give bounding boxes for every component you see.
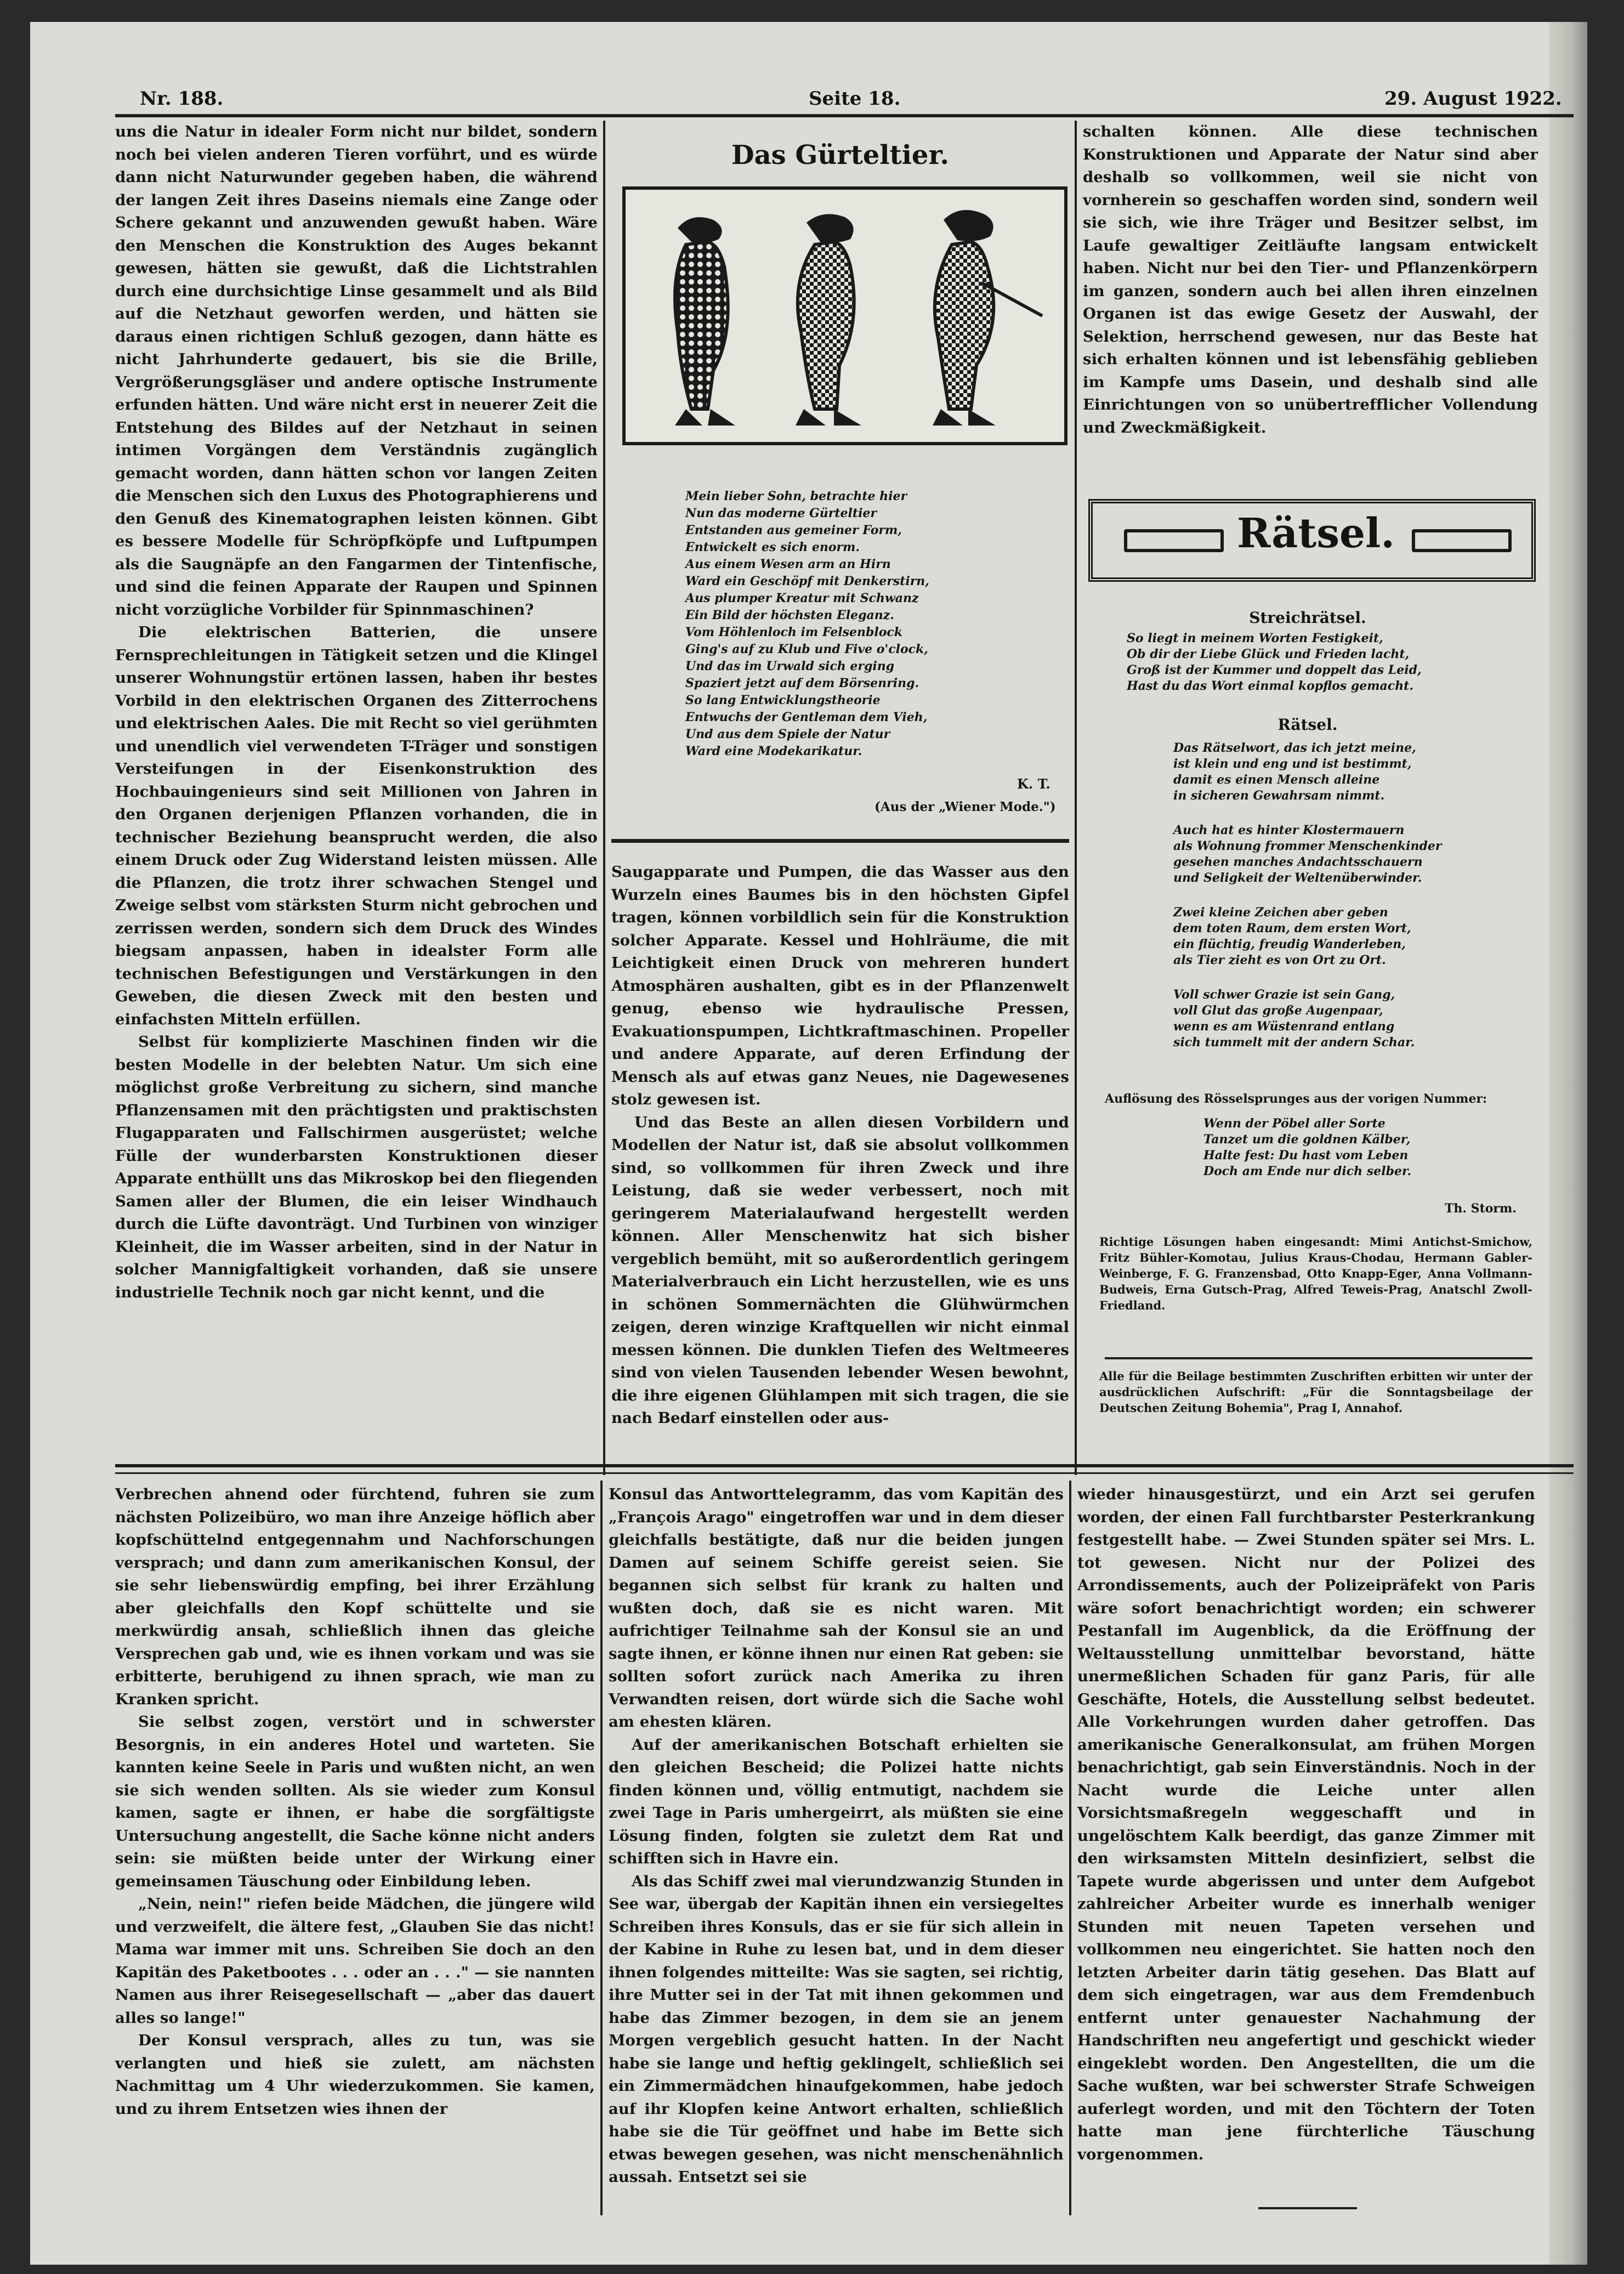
riddle-verse [1173, 823, 1441, 886]
poem-line: Ward eine Modekarikatur. [685, 744, 862, 758]
section-rule [611, 839, 1069, 843]
poem-line: So lang Entwicklungstheorie [685, 693, 881, 707]
verse-line: ist klein und eng und ist bestimmt, [1173, 757, 1412, 771]
serial-column-left [115, 1483, 595, 2120]
poem-text [685, 488, 1064, 760]
header-rule [115, 114, 1574, 117]
page-number: Seite 18. [809, 88, 901, 110]
poem-title: Das Gürteltier. [731, 140, 950, 171]
verse-line: Zwei kleine Zeichen aber geben [1173, 905, 1388, 920]
paragraph: „Nein, nein!" riefen beide Mädchen, die jüngere wild und verzweifelt, die ältere fest, „Glauben Sie das nicht! Mama war immer mit uns. Schreiben Sie doch an den Kapitän des Paketbootes . . . oder an . . ." — sie nannten Namen aus ihrer Reisegesellschaft — „aber das dauert alles so lange!" [115, 1895, 595, 2027]
verse-line: damit es einen Mensch alleine [1173, 773, 1380, 787]
paragraph: Verbrechen ahnend oder fürchtend, fuhren sie zum nächsten Polizeibüro, wo man ihre Anzeige höflich aber kopfschüttelnd entgegennahm und Nachforschungen versprach; und dann zum amerikanischen Konsul, der sie sehr liebenswürdig empfing, bei ihrer Erzählung aber gleichfalls den Kopf schüttelte und sie merkwürdig ansah, schließlich ihnen das gleiche Versprechen gab und, wie es ihnen vorkam und was sie erbitterte, beruhigend zu ihnen sprach, wie man zu Kranken spricht. [115, 1485, 595, 1708]
paragraph: wieder hinausgestürzt, und ein Arzt sei gerufen worden, der einen Fall furchtbarster Pesterkrankung festgestellt habe. — Zwei Stunden später sei Mrs. L. tot gewesen. Nicht nur der Polizei des Arrondissements, auch der Polizeipräfekt von Paris wäre sofort benachrichtigt worden; ein schwerer Pestanfall im Augenblick, da die Eröffnung der Weltausstellung unmittelbar bevorstand, hätte unermeßlichen Schaden für ganz Paris, für alle Geschäfte, Hotels, die Ausstellung selbst bedeutet. Alle Vorkehrungen wurden daher getroffen. Das amerikanische Generalkonsulat, am frühen Morgen benachrichtigt, gab sein Einverständnis. Noch in der Nacht wurde die Leiche unter allen Vorsichtsmaßregeln weggeschafft und in ungelöschtem Kalk beerdigt, das ganze Zimmer mit den wirksamsten Mitteln desinfiziert, selbst die Tapete wurde abgerissen und unter dem Aufgebot zahlreicher Arbeiter wurde es innerhalb weniger Stunden mit neuen Tapeten versehen und vollkommen neu eingerichtet. Sie hatten noch den letzten Arbeiter darin tätig gesehen. Das Blatt auf dem sich eingetragen, war aus dem Fremdenbuch entfernt unter genauester Nachahmung der Handschriften neu angefertigt und geschickt wieder eingeklebt worden. Den Angestellten, die um die Sache wußten, war bei schwerster Strafe Schweigen auferlegt worden, und mit den Töchtern der Toten hatte man jene fürchterliche Täuschung vorgenommen. [1077, 1485, 1535, 2163]
serial-column-right [1077, 1483, 1535, 2166]
solvers-list: Richtige Lösungen haben eingesandt: Mimi Antichst-Smichow, Fritz Bühler-Komotau, Julius Kraus-Chodau, Hermann Gabler-Weinberge, F. G. Franzensbad, Otto Knapp-Eger, Anna Vollmann-Budweis, Erna Gutsch-Prag, Alfred Teweis-Prag, Anatschl Zwoll-Friedland. [1099, 1235, 1532, 1312]
poem-line: Vom Höhlenloch im Felsenblock [685, 625, 903, 639]
end-mark [1258, 2207, 1357, 2209]
paragraph: Als das Schiff zwei mal vierundzwanzig Stunden in See war, übergab der Kapitän ihnen ein versiegeltes Schreiben ihres Konsuls, das er sie für sich allein in der Kabine in Ruhe zu lesen bat, und in dem dieser ihnen folgendes mitteilte: Was sie sagten, sei richtig, ihre Mutter sei in der Tat mit ihnen gekommen und habe das Zimmer bezogen, in dem sie an jenem Morgen vergeblich gesucht hatten. In der Nacht habe sie lange und heftig geklingelt, schließlich sei ein Zimmermädchen hinaufgekommen, habe jedoch auf ihr Klopfen keine Antwort erhalten, schließlich habe sie die Tür geöffnet und habe im Bette sich etwas bewegen gesehen, was nicht menschenähnlich aussah. Entsetzt sei sie [609, 1872, 1064, 2186]
section-rule [1105, 1357, 1532, 1359]
verse-line: sich tummelt mit der andern Schar. [1173, 1035, 1415, 1050]
newspaper-page [30, 22, 1587, 2265]
armadillo-figure [796, 214, 861, 426]
column-rule [1075, 121, 1077, 1475]
poem-line: Entwickelt es sich enorm. [685, 540, 860, 554]
verse-line: Ob dir der Liebe Glück und Frieden lacht, [1127, 647, 1410, 661]
verse-line: Wenn der Pöbel aller Sorte [1203, 1116, 1385, 1131]
verse-line: ein flüchtig, freudig Wanderleben, [1173, 937, 1406, 951]
poem-line: Mein lieber Sohn, betrachte hier [685, 489, 907, 503]
riddle-heading: Rätsel. [1277, 716, 1338, 734]
issue-number: Nr. 188. [140, 88, 224, 110]
ornament-left [1124, 529, 1224, 552]
verse-line: Doch am Ende nur dich selber. [1203, 1164, 1412, 1178]
riddle-verse [1127, 631, 1422, 694]
riddle-verse [1173, 905, 1411, 968]
riddle-title: Rätsel. [1237, 510, 1395, 557]
verse-line: dem toten Raum, dem ersten Wort, [1173, 921, 1411, 935]
verse-line: Halte fest: Du hast vom Leben [1203, 1148, 1409, 1162]
paragraph: schalten können. Alle diese technischen Konstruktionen und Apparate der Natur sind aber deshalb so vollkommen, weil sie nicht von vornherein so geschaffen worden sind, sondern weil sie sich, wie ihre Träger und Besitzer selbst, im Laufe gewaltiger Zeitläufte langsam entwickelt haben. Nicht nur bei den Tier- und Pflanzenkörpern im ganzen, sondern auch bei allen ihren einzelnen Organen ist das ewige Gesetz der Auswahl, der Selektion, herrschend gewesen, nur das Beste hat sich erhalten können und ist lebensfähig geblieben im Kampfe ums Dasein, und deshalb sind alle Einrichtungen von so unübertrefflicher Vollendung und Zweckmäßigkeit. [1083, 123, 1538, 436]
solution-signature: Th. Storm. [1445, 1201, 1517, 1216]
verse-line: wenn es am Wüstenrand entlang [1173, 1019, 1395, 1034]
riddle-verse [1173, 740, 1416, 804]
article-column-upper-middle [611, 861, 1069, 1430]
poem-line: Nun das moderne Gürteltier [685, 506, 877, 520]
section-divider [115, 1472, 1574, 1474]
verse-line: voll Glut das große Augenpaar, [1173, 1003, 1383, 1018]
poem-line: Entstanden aus gemeiner Form, [685, 523, 902, 537]
poem-line: Spaziert jetzt auf dem Börsenring. [685, 676, 919, 690]
verse-line: Voll schwer Grazie ist sein Gang, [1173, 988, 1395, 1002]
poem-line: Und aus dem Spiele der Natur [685, 727, 890, 741]
article-column-upper-left [115, 121, 598, 1304]
paragraph: Konsul das Antworttelegramm, das vom Kapitän des „François Arago" eingetroffen war und in dem dieser gleichfalls bestätigte, daß nur die beiden jungen Damen auf seinem Schiffe gereist seien. Sie begannen sich selbst für krank zu halten und wußten doch, daß sie es nicht waren. Mit aufrichtiger Teilnahme sah der Konsul sie an und sagte ihnen, er könne ihnen nur einen Rat geben: sie sollten sofort zurück nach Amerika zu ihren Verwandten reisen, dort würde sich die Sache wohl am ehesten klären. [609, 1485, 1064, 1731]
poem-line: Ward ein Geschöpf mit Denkerstirn, [685, 574, 929, 588]
poem-source: (Aus der „Wiener Mode.") [875, 799, 1056, 814]
verse-line: Auch hat es hinter Klostermauern [1173, 823, 1405, 837]
armadillo-figure [933, 210, 1042, 426]
cartoon-illustration [622, 186, 1067, 445]
paragraph: uns die Natur in idealer Form nicht nur bildet, sondern noch bei vielen anderen Tieren vorführt, und es würde dann nicht Naturwunder gegeben haben, die während der langen Zeit ihres Daseins niemals eine Zange oder Schere gekannt und anzuwenden gewußt haben. Wäre den Menschen die Konstruktion des Auges bekannt gewesen, hätten sie gewußt, daß die Lichtstrahlen durch eine durchsichtige Linse gesammelt und als Bild auf die Netzhaut geworfen werden, und hätten sie daraus einen richtigen Schluß gezogen, dann hätte es nicht Jahrhunderte gedauert, bis sie die Brille, Vergrößerungsgläser und andere optische Instrumente erfunden hätten. Und wäre nicht erst in neuerer Zeit die Entstehung des Bildes auf der Netzhaut in seinen intimen Vorgängen dem Verständnis zugänglich gemacht worden, dann hätten schon vor langen Zeiten die Menschen sich den Luxus des Photographierens und den Genuß des Kinematographen leisten können. Gibt es bessere Modelle für Schröpfköpfe und Luftpumpen als die Saugnäpfe an den Fangarmen der Tintenfische, und sind die feinen Apparate der Raupen und Spinnen nicht vorzügliche Vorbilder für Spinnmaschinen? [115, 123, 598, 619]
serial-column-middle [609, 1483, 1064, 2189]
solution-heading: Auflösung des Rösselsprunges aus der vorigen Nummer: [1105, 1092, 1487, 1106]
paragraph: Selbst für komplizierte Maschinen finden wir die besten Modelle in der belebten Natur. Um sich eine möglichst große Verbreitung zu sichern, sind manche Pflanzensamen mit den prächtigsten und praktischsten Flugapparaten und Fallschirmen ausgerüstet; welche Fülle der wunderbarsten Konstruktionen dieser Apparate enthüllt uns das Mikroskop bei den fliegenden Samen aller der Blumen, die ein leiser Windhauch durch die Lüfte davonträgt. Und Turbinen von winziger Kleinheit, die im Wasser arbeiten, sind in der Natur in solcher Mannigfaltigkeit vorhanden, daß sie unsere industrielle Technik noch gar nicht kennt, und die [115, 1033, 598, 1301]
poem-line: Entwuchs der Gentleman dem Vieh, [685, 710, 928, 724]
ornament-right [1412, 529, 1512, 552]
paragraph: Sie selbst zogen, verstört und in schwerster Besorgnis, in ein anderes Hotel und warteten. Sie kannten keine Seele in Paris und wußten nicht, an wen sie sich wenden sollten. Als sie wieder zum Konsul kamen, sagte er ihnen, er habe die sorgfältigste Untersuchung angestellt, die Sache könne nicht anders sein: sie müßten beide unter der Wirkung einer gemeinsamen Täuschung oder Einbildung leben. [115, 1713, 595, 1890]
verse-line: und Seligkeit der Weltenüberwinder. [1173, 871, 1422, 885]
solution-verse [1203, 1116, 1411, 1179]
verse-line: Groß ist der Kummer und doppelt das Leid, [1127, 663, 1422, 677]
riddle-heading: Streichrätsel. [1249, 609, 1366, 627]
verse-line: gesehen manches Andachtsschauern [1173, 855, 1423, 869]
poem-line: Aus plumper Kreatur mit Schwanz [685, 591, 919, 605]
armadillo-figure [675, 217, 735, 426]
verse-line: So liegt in meinem Worten Festigkeit, [1127, 631, 1383, 645]
poem-line: Und das im Urwald sich erging [685, 659, 895, 673]
paragraph: Auf der amerikanischen Botschaft erhielten sie den gleichen Bescheid; die Polizei hatte nichts finden können und, völlig entmutigt, nachdem sie zwei Tage in Paris umhergeirrt, als müßten sie eine Lösung finden, folgten sie zuletzt dem Rat und schifften sich in Havre ein. [609, 1736, 1064, 1867]
verse-line: in sicheren Gewahrsam nimmt. [1173, 789, 1385, 803]
poem-line: Ein Bild der höchsten Eleganz. [685, 608, 894, 622]
paragraph: Die elektrischen Batterien, die unsere Fernsprechleitungen in Tätigkeit setzen und die Klingel unserer Wohnungstür ertönen lassen, haben ihr bestes Vorbild in den elektrischen Organen des Zitterrochens und elektrischen Aales. Die mit Recht so viel gerühmten und unendlich viel verwendeten T-Träger und sonstigen Versteifungen in der Eisenkonstruktion des Hochbauingenieurs sind seit Millionen von Jahren in den Organen derjenigen Pflanzen vorhanden, die in technischer Beziehung beansprucht werden, die also einem Druck oder Zug Widerstand leisten müssen. Alle die Pflanzen, die trotz ihrer schwachen Stengel und Zweige selbst vom stärksten Sturm nicht gebrochen und zerrissen werden, sondern sich dem Druck des Windes biegsam anpassen, haben in idealster Form alle technischen Befestigungen und Verstärkungen in den Geweben, die diesen Zweck mit den besten und einfachsten Mitteln erfüllen. [115, 623, 598, 1028]
article-column-upper-right [1083, 121, 1538, 439]
verse-line: Tanzet um die goldnen Kälber, [1203, 1132, 1411, 1147]
paragraph: Der Konsul versprach, alles zu tun, was sie verlangten und hieß sie zulett, am nächsten Nachmittag um 4 Uhr wiederzukommen. Sie kamen, und zu ihrem Entsetzen wies ihnen der [115, 2032, 595, 2118]
issue-date: 29. August 1922. [1384, 88, 1562, 110]
verse-line: Hast du das Wort einmal kopflos gemacht. [1127, 679, 1414, 693]
poem-line: Aus einem Wesen arm an Hirn [685, 557, 891, 571]
armadillo-figures [626, 190, 1064, 442]
column-rule [1069, 1481, 1071, 2215]
poem-line: Ging's auf zu Klub und Five o'clock, [685, 642, 928, 656]
paragraph: Und das Beste an allen diesen Vorbildern und Modellen der Natur ist, daß sie absolut vollkommen sind, so vollkommen für ihren Zweck und ihre Leistung, daß sie weder verbessert, noch mit geringerem Materialaufwand hergestellt werden können. Aller Menschenwitz hat sich bisher vergeblich bemüht, mit so außerordentlich geringem Materialverbrauch ein Licht herzustellen, wie es uns in schönen Sommernächten die Glühwürmchen zeigen, deren winzige Kraftquellen wir nicht einmal messen können. Die dunklen Tiefen des Weltmeeres sind von vielen Tausenden lebender Wesen bewohnt, die ihre eigenen Glühlampen mit sich tragen, die sie nach Bedarf einstellen oder aus- [611, 1113, 1069, 1427]
page-edge-shadow [1549, 22, 1587, 2265]
verse-line: als Wohnung frommer Menschenkinder [1173, 839, 1442, 853]
riddle-verse [1173, 987, 1415, 1051]
verse-line: als Tier zieht es von Ort zu Ort. [1173, 953, 1386, 967]
poem-signature: K. T. [1017, 776, 1051, 792]
section-divider [115, 1464, 1574, 1467]
submission-note: Alle für die Beilage bestimmten Zuschriften erbitten wir unter der ausdrücklichen Aufschrift: „Für die Sonntagsbeilage der Deutschen Zeitung Bohemia", Prag I, Annahof. [1099, 1369, 1532, 1415]
verse-line: Das Rätselwort, das ich jetzt meine, [1173, 741, 1416, 755]
paragraph: Saugapparate und Pumpen, die das Wasser aus den Wurzeln eines Baumes bis in den höchsten Gipfel tragen, können vorbildlich sein für die Konstruktion solcher Apparate. Kessel und Hohlräume, die mit Leichtigkeit einen Druck von mehreren hundert Atmosphären aushalten, gibt es in der Pflanzenwelt genug, ebenso wie hydraulische Pressen, Evakuationspumpen, Lichtkraftmaschinen. Propeller und andere Apparate, auf deren Erfindung der Mensch als auf etwas ganz Neues, nie Dagewesenes stolz gewesen ist. [611, 863, 1069, 1108]
column-rule [600, 1481, 603, 2215]
column-rule [603, 121, 605, 1475]
